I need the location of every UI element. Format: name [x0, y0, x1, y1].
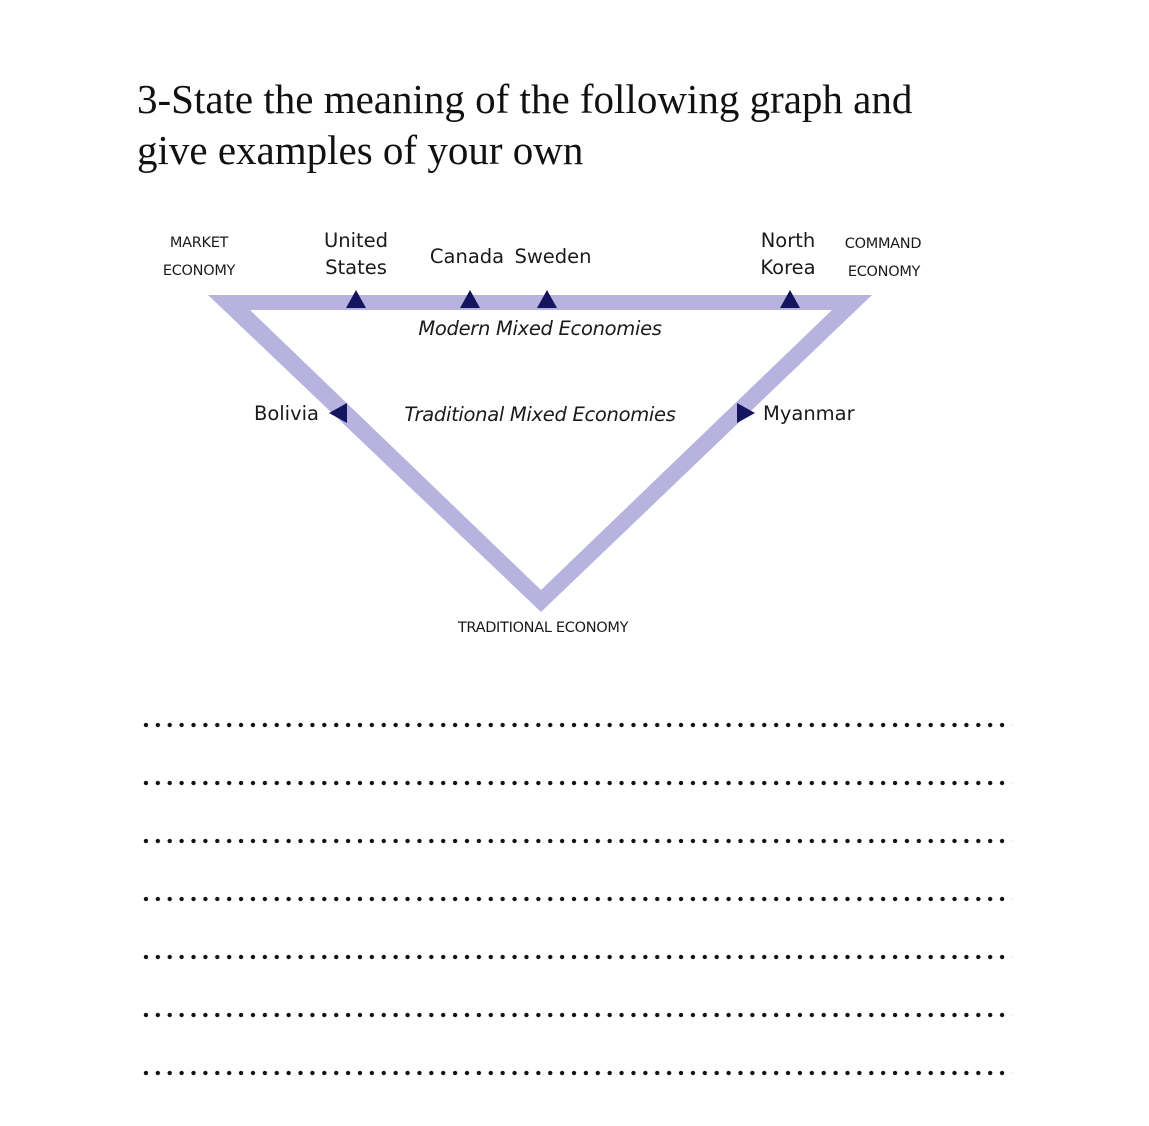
answer-line[interactable]	[140, 1068, 1012, 1078]
economy-triangle	[208, 295, 872, 612]
question-line-1: 3-State the meaning of the following graph and	[137, 76, 913, 122]
command-economy-label-line2: ECONOMY	[847, 264, 921, 280]
answer-line[interactable]	[140, 952, 1012, 962]
north-korea-label-line2: Korea	[760, 256, 816, 279]
command-economy-label-line1: COMMAND	[844, 236, 922, 252]
united-states-label-line1: United	[323, 229, 389, 252]
north-korea-label-line1: North	[760, 229, 816, 252]
bolivia-label: Bolivia	[253, 402, 319, 425]
myanmar-label: Myanmar	[763, 402, 855, 425]
answer-line[interactable]	[140, 720, 1012, 730]
traditional-economy-label: TRADITIONAL ECONOMY	[457, 620, 629, 636]
modern-mixed-economies-label: Modern Mixed Economies	[418, 317, 662, 340]
answer-line[interactable]	[140, 836, 1012, 846]
question-line-2: give examples of your own	[137, 127, 584, 173]
answer-line[interactable]	[140, 894, 1012, 904]
market-economy-label-line1: MARKET	[169, 235, 229, 251]
sweden-label: Sweden	[514, 245, 592, 268]
traditional-mixed-economies-label: Traditional Mixed Economies	[404, 403, 676, 426]
answer-lines[interactable]	[140, 720, 1012, 1126]
answer-line[interactable]	[140, 1010, 1012, 1020]
united-states-label-line2: States	[325, 256, 387, 279]
canada-label: Canada	[429, 245, 505, 268]
market-economy-label-line2: ECONOMY	[162, 263, 236, 279]
answer-line[interactable]	[140, 778, 1012, 788]
